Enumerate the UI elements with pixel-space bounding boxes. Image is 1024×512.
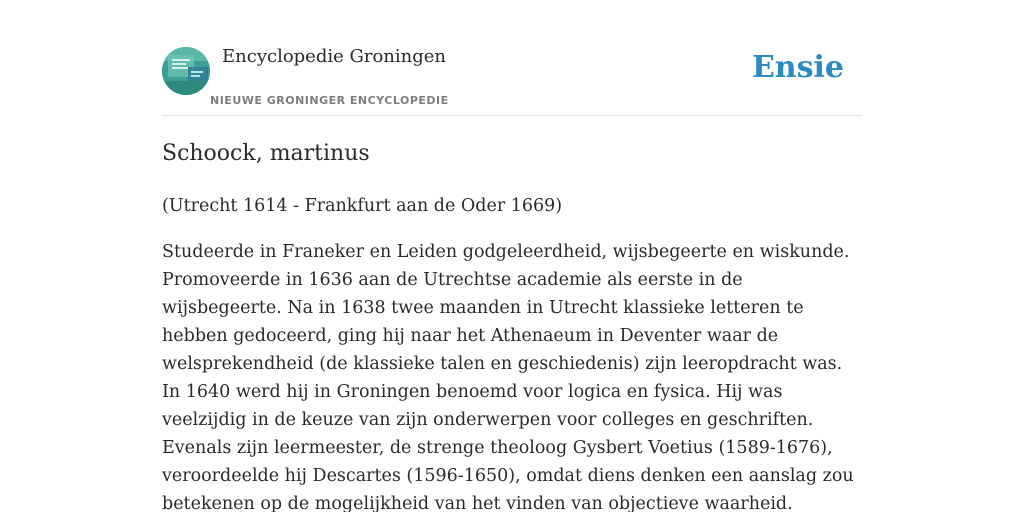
article-title: Schoock, martinus	[162, 141, 370, 166]
ensie-brand-logo[interactable]: Ensie	[751, 50, 844, 85]
site-title[interactable]: Encyclopedie Groningen	[222, 46, 447, 67]
article	[162, 138, 862, 512]
article-lifespan: (Utrecht 1614 - Frankfurt aan de Oder 1669)	[162, 196, 563, 216]
site-header	[162, 0, 862, 116]
site-subtitle: NIEUWE GRONINGER ENCYCLOPEDIE	[210, 94, 449, 107]
article-body: Studeerde in Franeker en Leiden godgeleerdheid, wijsbegeerte en wiskunde. Promoveerde in 1636 aan de Utrechtse academie als eerste in de wijsbegeerte. Na in 1638 twee maanden in Utrecht klassieke letteren te hebben gedoceerd, ging hij naar het Athenaeum in Deventer waar de welsprekendheid (de klassieke talen en geschiedenis) zijn leeropdracht was. In 1640 werd hij in Groningen benoemd voor logica en fysica. Hij was veelzijdig in de keuze van zijn onderwerpen voor colleges en geschriften. Evenals zijn leermeester, de strenge theoloog Gysbert Voetius (1589-1676), veroordeelde hij Descartes (1596-1650), omdat diens denken een aanslag zou betekenen op de mogelijkheid van het vinden van objectieve waarheid.	[162, 242, 854, 512]
encyclopedie-groningen-logo-icon[interactable]	[162, 47, 210, 95]
